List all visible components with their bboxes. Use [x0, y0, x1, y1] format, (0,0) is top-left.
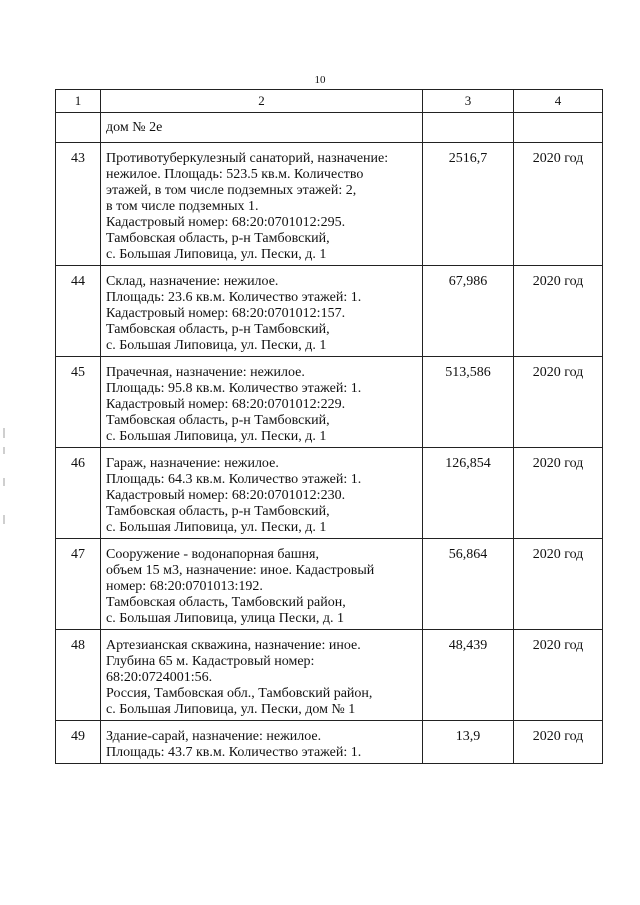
row-year-cell: 2020 год [514, 630, 603, 721]
binding-margin-mark [3, 428, 5, 438]
row-year-cell: 2020 год [514, 143, 603, 266]
header-cell-col-2: 2 [101, 90, 423, 113]
description-line: Глубина 65 м. Кадастровый номер: [106, 654, 315, 669]
description-line: с. Большая Липовица, улица Пески, д. 1 [106, 611, 345, 626]
row-description-cell [101, 721, 423, 764]
row-description-cell [101, 266, 423, 357]
row-cost-cell: 56,864 [423, 539, 514, 630]
header-row [56, 90, 603, 113]
row-year-cell: 2020 год [514, 357, 603, 448]
description-line: этажей, в том числе подземных этажей: 2, [106, 183, 357, 198]
description-line: Площадь: 95.8 кв.м. Количество этажей: 1. [106, 381, 362, 396]
row-number-cell: 49 [56, 721, 101, 764]
row-cost-cell: 67,986 [423, 266, 514, 357]
description-line: Гараж, назначение: нежилое. [106, 456, 279, 471]
description-line: Противотуберкулезный санаторий, назначение: [106, 151, 389, 166]
continuation-year-cell [514, 113, 603, 143]
row-year-cell: 2020 год [514, 266, 603, 357]
table-row [56, 357, 603, 448]
row-year-cell: 2020 год [514, 448, 603, 539]
description-line: с. Большая Липовица, ул. Пески, д. 1 [106, 338, 327, 353]
description-line: Площадь: 43.7 кв.м. Количество этажей: 1. [106, 745, 362, 760]
description-line: Тамбовская область, Тамбовский район, [106, 595, 346, 610]
description-line: Площадь: 64.3 кв.м. Количество этажей: 1. [106, 472, 362, 487]
table-row [56, 721, 603, 764]
row-description-cell [101, 143, 423, 266]
continuation-desc-cell [101, 113, 423, 143]
binding-margin-mark [3, 447, 5, 454]
table-row [56, 630, 603, 721]
description-line: Прачечная, назначение: нежилое. [106, 365, 305, 380]
description-line: нежилое. Площадь: 523.5 кв.м. Количество [106, 167, 364, 182]
row-cost-cell: 126,854 [423, 448, 514, 539]
row-number-cell: 48 [56, 630, 101, 721]
header-cell-col-1: 1 [56, 90, 101, 113]
row-cost-cell: 13,9 [423, 721, 514, 764]
continuation-num-cell [56, 113, 101, 143]
description-line: Сооружение - водонапорная башня, [106, 547, 319, 562]
row-number-cell: 46 [56, 448, 101, 539]
row-number-cell: 47 [56, 539, 101, 630]
property-table [55, 89, 603, 764]
description-line: Кадастровый номер: 68:20:0701012:157. [106, 306, 346, 321]
table-row [56, 448, 603, 539]
header-cell-col-4: 4 [514, 90, 603, 113]
row-number-cell: 45 [56, 357, 101, 448]
row-description-cell [101, 539, 423, 630]
continuation-desc-line: дом № 2е [106, 119, 163, 135]
description-line: Тамбовская область, р-н Тамбовский, [106, 504, 330, 519]
binding-margin-mark [3, 515, 5, 524]
description-line: Склад, назначение: нежилое. [106, 274, 279, 289]
description-line: Кадастровый номер: 68:20:0701012:229. [106, 397, 346, 412]
description-line: Тамбовская область, р-н Тамбовский, [106, 413, 330, 428]
table-row [56, 143, 603, 266]
row-description-cell [101, 630, 423, 721]
continuation-row [56, 113, 603, 143]
row-number-cell: 44 [56, 266, 101, 357]
binding-margin-mark [3, 478, 5, 486]
description-line: номер: 68:20:0701013:192. [106, 579, 263, 594]
description-line: с. Большая Липовица, ул. Пески, д. 1 [106, 520, 327, 535]
continuation-cost-cell [423, 113, 514, 143]
page-number: 10 [314, 74, 326, 86]
row-description-cell [101, 448, 423, 539]
row-cost-cell: 48,439 [423, 630, 514, 721]
description-line: с. Большая Липовица, ул. Пески, д. 1 [106, 247, 327, 262]
row-cost-cell: 513,586 [423, 357, 514, 448]
description-line: с. Большая Липовица, ул. Пески, дом № 1 [106, 702, 356, 717]
description-line: с. Большая Липовица, ул. Пески, д. 1 [106, 429, 327, 444]
table-row [56, 266, 603, 357]
description-line: Артезианская скважина, назначение: иное. [106, 638, 361, 653]
row-year-cell: 2020 год [514, 539, 603, 630]
description-line: Россия, Тамбовская обл., Тамбовский район, [106, 686, 373, 701]
row-description-cell [101, 357, 423, 448]
row-number-cell: 43 [56, 143, 101, 266]
row-cost-cell: 2516,7 [423, 143, 514, 266]
description-line: Площадь: 23.6 кв.м. Количество этажей: 1. [106, 290, 362, 305]
description-line: Кадастровый номер: 68:20:0701012:295. [106, 215, 346, 230]
header-cell-col-3: 3 [423, 90, 514, 113]
description-line: Кадастровый номер: 68:20:0701012:230. [106, 488, 346, 503]
description-line: Тамбовская область, р-н Тамбовский, [106, 231, 330, 246]
description-line: Тамбовская область, р-н Тамбовский, [106, 322, 330, 337]
description-line: объем 15 м3, назначение: иное. Кадастровый [106, 563, 375, 578]
description-line: в том числе подземных 1. [106, 199, 259, 214]
description-line: Здание-сарай, назначение: нежилое. [106, 729, 322, 744]
table-row [56, 539, 603, 630]
description-line: 68:20:0724001:56. [106, 670, 213, 685]
row-year-cell: 2020 год [514, 721, 603, 764]
